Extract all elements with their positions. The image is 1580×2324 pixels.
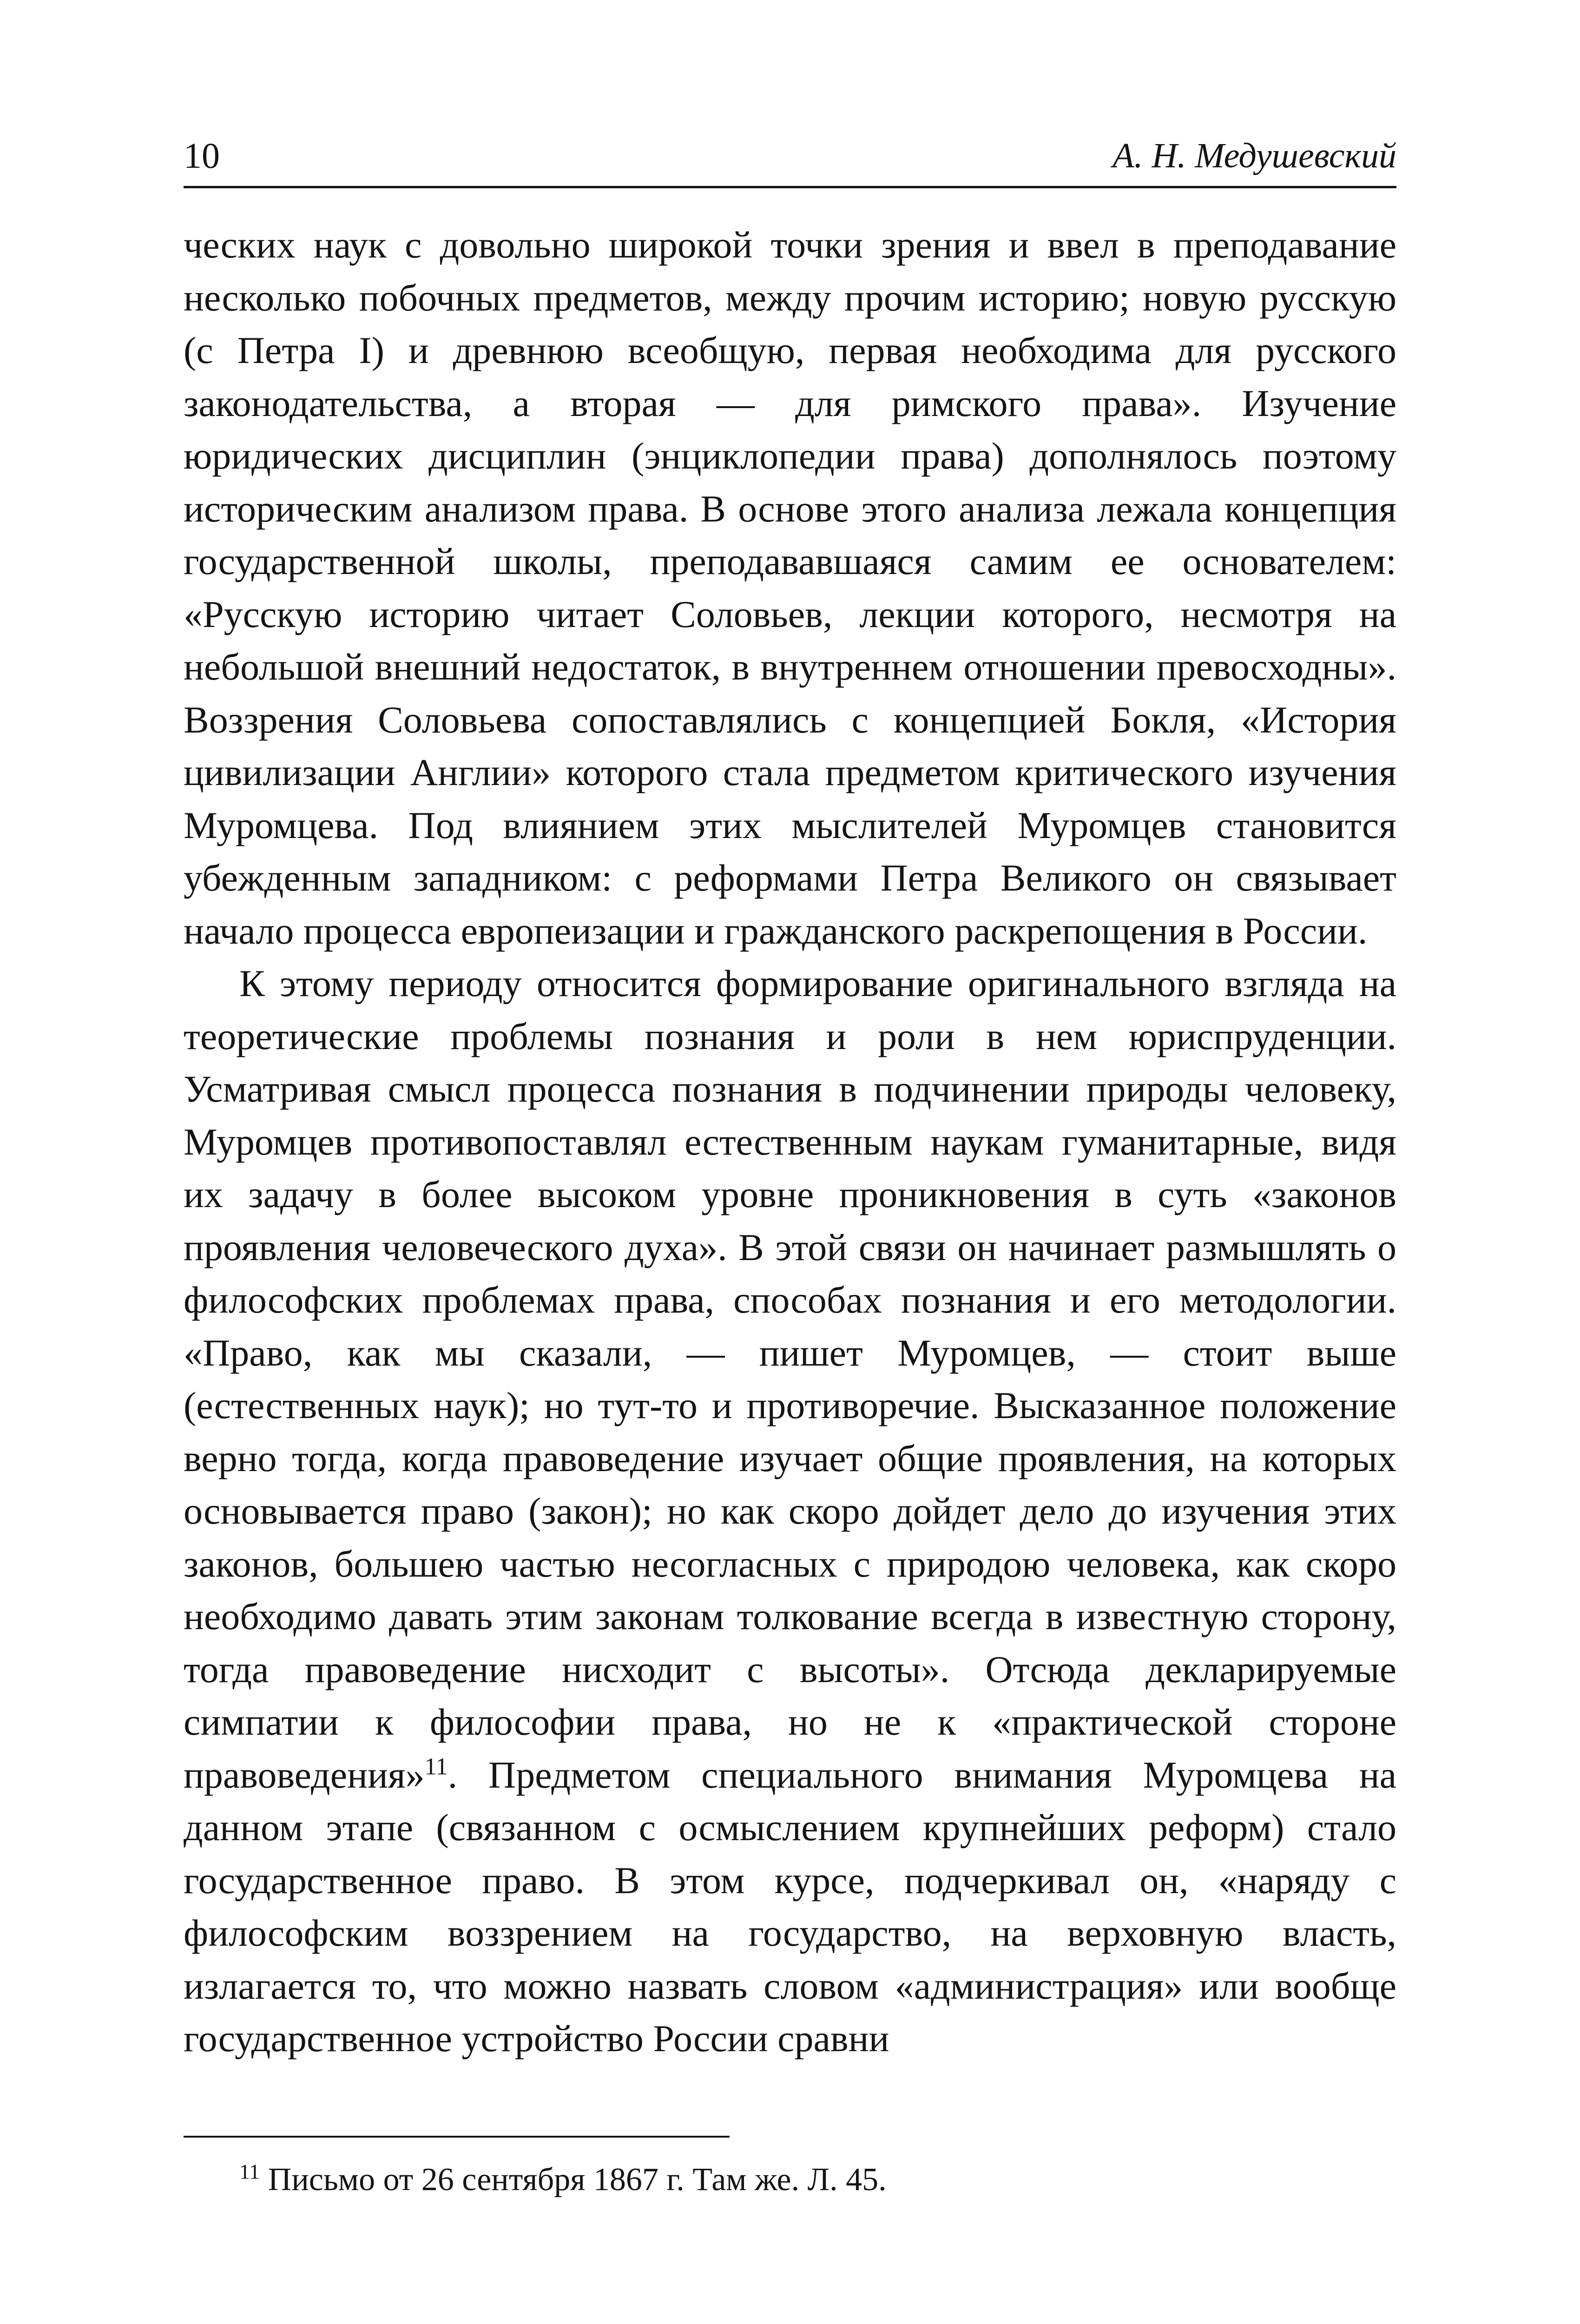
footnote-text: Письмо от 26 сентября 1867 г. Там же. Л. 45. bbox=[260, 2162, 887, 2198]
paragraph-1: ческих наук с довольно широкой точки зрения и ввел в преподавание несколько побочных предметов, между прочим историю; новую русскую (с Петра I) и древнюю всеобщую, первая необходима для русского законодательства, а вторая — для римского права». Изучение юридических дисциплин (энциклопедии права) дополнялось поэтому историческим анализом права. В основе этого анализа лежала концепция государственной школы, преподававшаяся самим ее основателем: «Русскую историю читает Соловьев, лекции которого, несмотря на небольшой внешний недостаток, в внутреннем отношении превосходны». Воззрения Соловьева сопоставлялись с концепцией Бокля, «История цивилизации Англии» которого стала предметом критического изучения Муромцева. Под влиянием этих мыслителей Муромцев становится убежденным западником: с реформами Петра Великого он связывает начало процесса европеизации и гражданского раскрепощения в России. bbox=[184, 224, 1396, 952]
paragraph-2-text-start: К этому периоду относится формирование оригинального взгляда на теоретические проблемы познания и роли в нем юриспруденции. Усматривая смысл процесса познания в подчинении природы человеку, Муромцев противопоставлял естественным наукам гуманитарные, видя их задачу в более высоком уровне проникновения в суть «законов проявления человеческого духа». В этой связи он начинает размышлять о философских проблемах права, способах познания и его методологии. «Право, как мы сказали, — пишет Муромцев, — стоит выше (естественных наук); но тут-то и противоречие. Высказанное положение верно тогда, когда правоведение изучает общие проявления, на которых основывается право (закон); но как скоро дойдет дело до изучения этих законов, большею частью несогласных с природою человека, как скоро необходимо давать этим законам толкование всегда в известную сторону, тогда правоведение нисходит с высоты». Отсюда декларируемые симпатии к философии права, но не к «практической стороне правоведения» bbox=[184, 962, 1396, 1796]
page-number: 10 bbox=[184, 135, 220, 176]
footnote-number: 11 bbox=[239, 2159, 260, 2184]
book-page bbox=[184, 0, 1396, 2324]
header-rule bbox=[184, 186, 1396, 188]
running-header bbox=[184, 132, 1396, 184]
footnote-reference: 11 bbox=[424, 1753, 448, 1780]
footnote-rule bbox=[184, 2136, 730, 2138]
paragraph-2-text-end: . Предметом специального внимания Муромцева на данном этапе (связанном с осмыслением крупнейших реформ) стало государственное право. В этом курсе, подчеркивал он, «наряду с философским воззрением на государство, на верховную власть, излагается то, что можно назвать словом «администрация» или вообще государственное устройство России сравни bbox=[184, 1753, 1396, 2060]
body-text bbox=[184, 218, 1396, 2065]
author-name: А. Н. Медушевский bbox=[1113, 136, 1396, 175]
paragraph-2 bbox=[184, 957, 1396, 2065]
footnote bbox=[239, 2157, 1396, 2203]
